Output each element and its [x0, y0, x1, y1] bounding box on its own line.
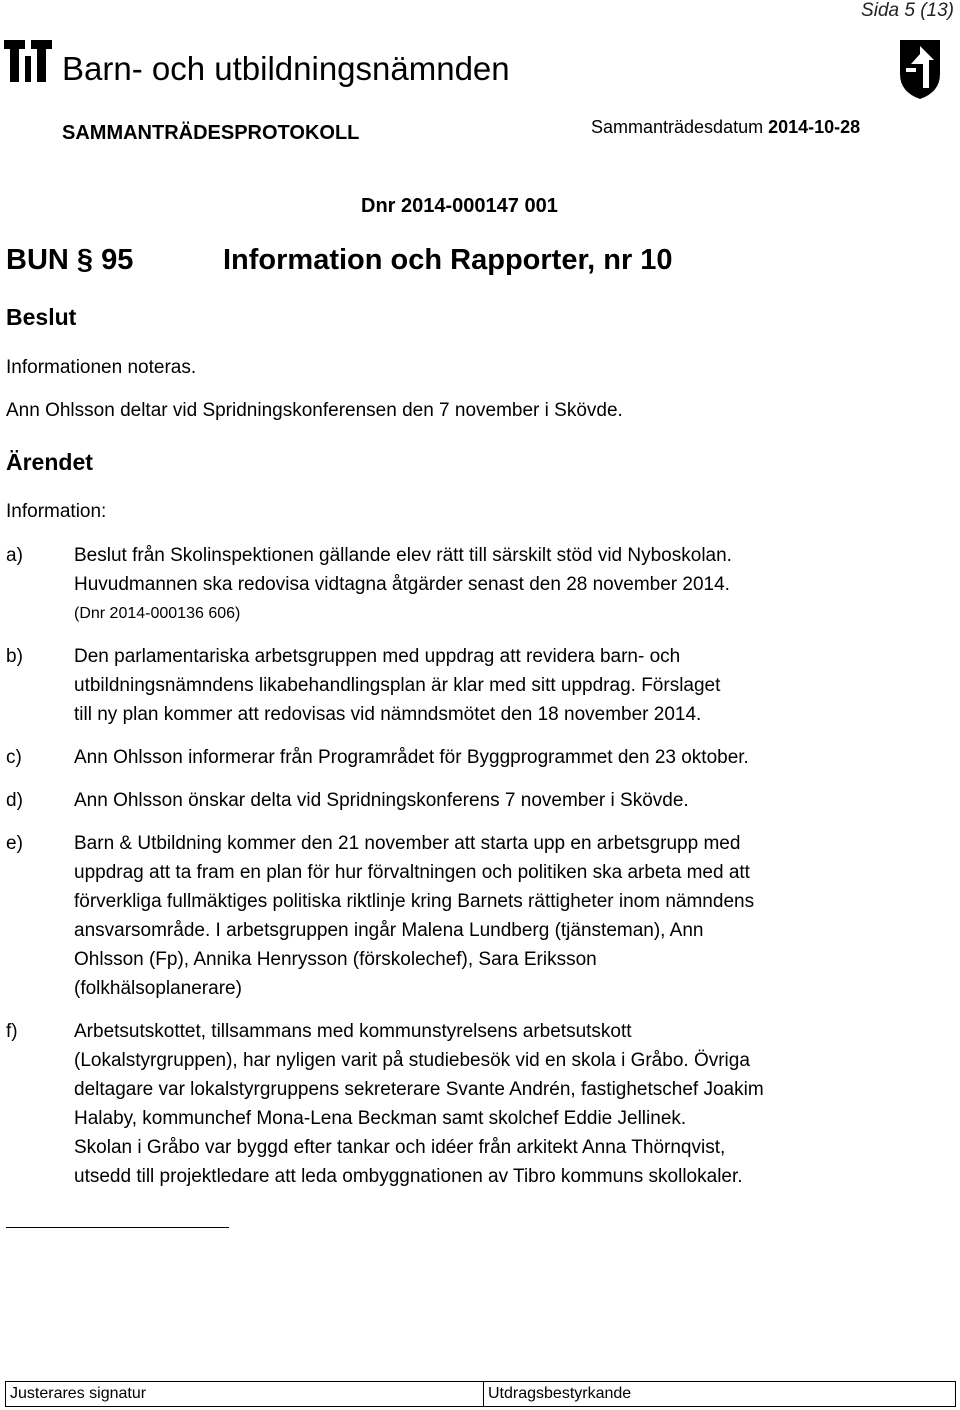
meeting-date [591, 117, 860, 138]
list-item-line: Den parlamentariska arbetsgruppen med uppdrag att revidera barn- och [74, 646, 681, 667]
decision-line: Informationen noteras. [6, 357, 197, 378]
paragraph-title: Information och Rapporter, nr 10 [223, 244, 673, 276]
list-item [6, 1017, 946, 1191]
information-list [6, 541, 946, 1191]
list-item [6, 786, 946, 815]
list-item-line: Halaby, kommunchef Mona-Lena Beckman samt skolchef Eddie Jellinek. [74, 1108, 687, 1129]
signature-cell: Justerares signatur [6, 1382, 484, 1406]
list-marker: c) [6, 747, 22, 768]
list-item-line: Arbetsutskottet, tillsammans med kommunstyrelsens arbetsutskott [74, 1021, 632, 1042]
list-item-line: ansvarsområde. I arbetsgruppen ingår Malena Lundberg (tjänsteman), Ann [74, 920, 704, 941]
list-item-line: Beslut från Skolinspektionen gällande elev rätt till särskilt stöd vid Nyboskolan. [74, 545, 732, 566]
extract-verification-cell: Utdragsbestyrkande [488, 1385, 632, 1402]
meeting-date-label: Sammanträdesdatum [591, 117, 764, 137]
page-number: Sida 5 (13) [861, 0, 954, 21]
information-intro: Information: [6, 501, 107, 522]
list-item-line: Ohlsson (Fp), Annika Henrysson (förskolechef), Sara Eriksson [74, 949, 597, 970]
list-item [6, 829, 946, 1003]
list-item-line: Barn & Utbildning kommer den 21 november att starta upp en arbetsgrupp med [74, 833, 741, 854]
list-item [6, 743, 946, 772]
organization-name: Barn- och utbildningsnämnden [62, 50, 510, 87]
signature-footer [5, 1381, 956, 1407]
beslut-heading: Beslut [6, 304, 77, 330]
list-item [6, 541, 946, 628]
list-item-line: (Lokalstyrgruppen), har nyligen varit på studiebesök vid en skola i Gråbo. Övriga [74, 1050, 750, 1071]
case-number: Dnr 2014-000147 001 [361, 195, 558, 217]
list-marker: e) [6, 833, 23, 854]
list-item [6, 642, 946, 729]
list-marker: d) [6, 790, 23, 811]
coat-of-arms-icon [898, 38, 942, 105]
protocol-title: SAMMANTRÄDESPROTOKOLL [62, 122, 360, 144]
list-item-line: Ann Ohlsson informerar från Programrådet för Byggprogrammet den 23 oktober. [74, 747, 749, 768]
list-item-line: Skolan i Gråbo var byggd efter tankar och idéer från arkitekt Anna Thörnqvist, [74, 1137, 726, 1158]
list-item-line: utbildningsnämndens likabehandlingsplan är klar med sitt uppdrag. Förslaget [74, 675, 721, 696]
list-item-line: Ann Ohlsson önskar delta vid Spridningskonferens 7 november i Skövde. [74, 790, 689, 811]
arendet-heading: Ärendet [6, 449, 93, 475]
paragraph-id: BUN § 95 [6, 244, 134, 276]
list-marker: a) [6, 545, 23, 566]
case-reference: (Dnr 2014-000136 606) [74, 605, 241, 622]
decision-line: Ann Ohlsson deltar vid Spridningskonferensen den 7 november i Skövde. [6, 400, 623, 421]
list-item-line: uppdrag att ta fram en plan för hur förvaltningen och politiken ska arbeta med att [74, 862, 750, 883]
meeting-date-value: 2014-10-28 [768, 117, 861, 137]
list-item-line: Huvudmannen ska redovisa vidtagna åtgärder senast den 28 november 2014. [74, 574, 730, 595]
list-item-line: deltagare var lokalstyrgruppens sekreterare Svante Andrén, fastighetschef Joakim [74, 1079, 764, 1100]
list-marker: f) [6, 1021, 18, 1042]
list-item-line: (folkhälsoplanerare) [74, 978, 242, 999]
footnote-divider [6, 1227, 229, 1228]
list-item-line: förverkliga fullmäktiges politiska riktlinje kring Barnets rättigheter inom nämndens [74, 891, 755, 912]
municipality-logo-icon [4, 40, 52, 87]
list-item-line: till ny plan kommer att redovisas vid nämndsmötet den 18 november 2014. [74, 704, 702, 725]
list-item-line: utsedd till projektledare att leda ombyggnationen av Tibro kommuns skollokaler. [74, 1166, 743, 1187]
list-marker: b) [6, 646, 23, 667]
